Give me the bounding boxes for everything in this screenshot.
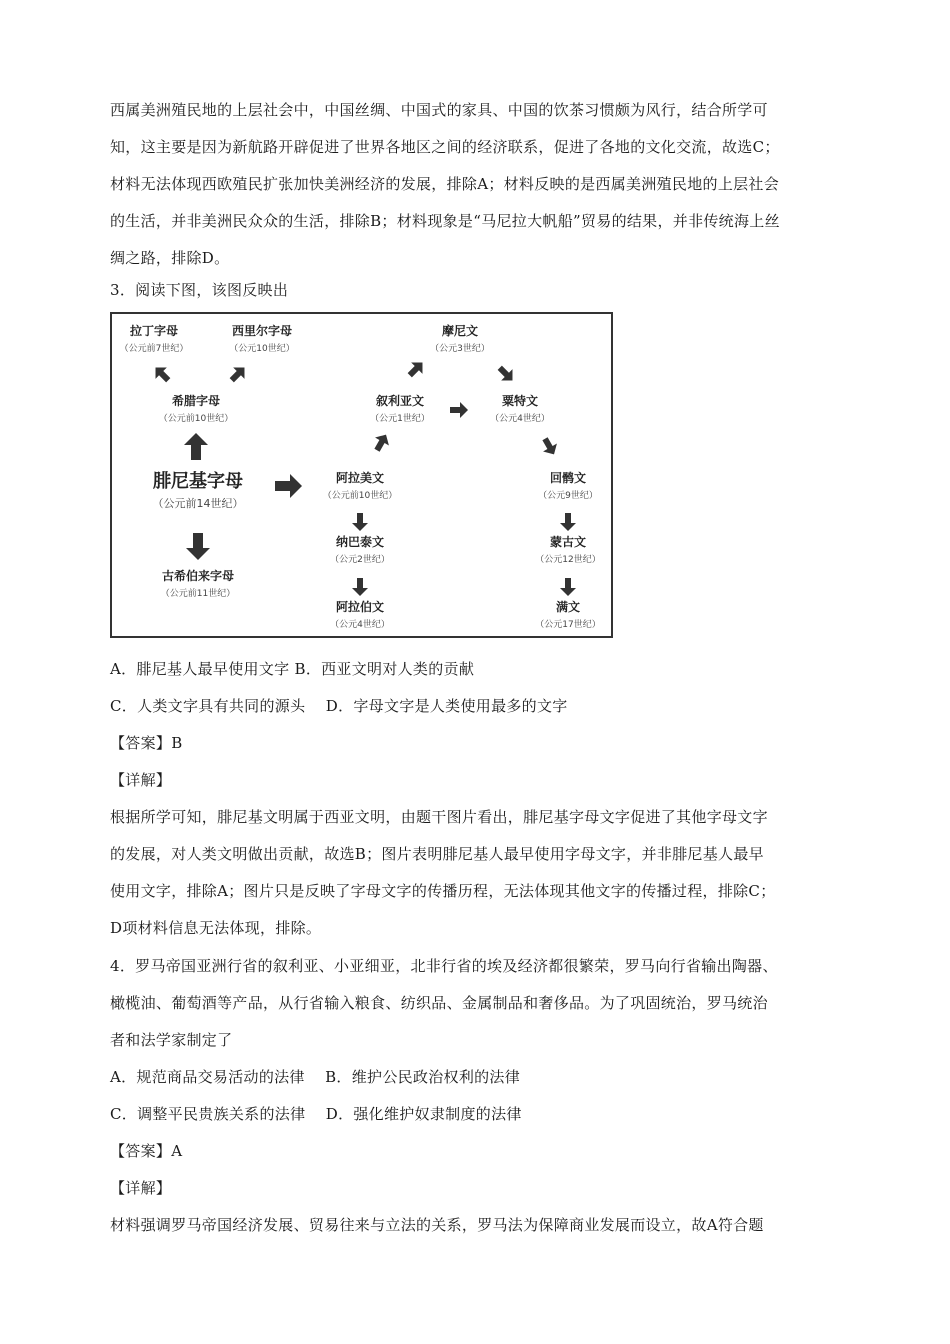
node-manchu (535, 599, 600, 630)
intro-line: 知，这主要是因为新航路开辟促进了世界各地区之间的经济联系，促进了各地的文化交流，故选C； (110, 138, 780, 156)
node-name: 腓尼基字母 (153, 471, 243, 492)
node-name: 摩尼文 (441, 324, 479, 338)
stem-line: 4．罗马帝国亚洲行省的叙利亚、小亚细亚，北非行省的埃及经济都很繁荣，罗马向行省输出陶器、 (110, 957, 778, 975)
intro-line: 的生活，并非美洲民众众的生活，排除B；材料现象是“马尼拉大帆船”贸易的结果，并非传统海上丝 (110, 212, 780, 230)
arrow-phoenician-to-hebrew (186, 533, 210, 560)
option-line: A．腓尼基人最早使用文字 B．西亚文明对人类的贡献 (110, 660, 475, 678)
arrow-sogdian-to-uyghur (538, 435, 561, 459)
node-manichaean (430, 323, 490, 354)
node-name: 希腊字母 (171, 394, 221, 408)
node-era: （公元1世纪） (370, 414, 430, 424)
node-era: （公元10世纪） (229, 344, 295, 354)
node-paleo-hebrew (161, 568, 235, 599)
node-syriac (370, 393, 430, 424)
node-name: 满文 (555, 600, 581, 614)
arrow-nabataean-to-arabic (352, 578, 368, 596)
detail-line: 材料强调罗马帝国经济发展、贸易往来与立法的关系，罗马法为保障商业发展而设立，故A符合题 (110, 1216, 764, 1234)
node-era: （公元前7世纪） (119, 344, 189, 354)
question-4 (110, 948, 840, 1244)
arrow-aramaic-to-nabataean (352, 513, 368, 531)
node-uyghur (538, 470, 598, 501)
node-greek (159, 393, 233, 424)
node-era: （公元前10世纪） (322, 491, 398, 501)
arrow-greek-to-cyrillic (226, 362, 250, 386)
node-era: （公元3世纪） (430, 344, 490, 354)
option-line: C．调整平民贵族关系的法律 D．强化维护奴隶制度的法律 (110, 1105, 522, 1123)
question-3-stem: 3．阅读下图，该图反映出 (110, 281, 289, 299)
arrow-phoenician-to-aramaic (275, 474, 302, 498)
node-name: 阿拉伯文 (335, 600, 385, 614)
node-name: 粟特文 (501, 394, 539, 408)
arrow-aramaic-to-syriac (370, 431, 393, 455)
answer-line: 【答案】B (110, 734, 183, 752)
arrow-mongolian-to-manchu (560, 578, 576, 596)
intro-line: 西属美洲殖民地的上层社会中，中国丝绸、中国式的家具、中国的饮茶习惯颇为风行，结合所学可 (110, 101, 768, 119)
option-line: A．规范商品交易活动的法律 B．维护公民政治权利的法律 (110, 1068, 521, 1086)
question-3-body (110, 651, 840, 947)
arrow-greek-to-latin (150, 362, 174, 386)
node-name: 纳巴泰文 (335, 535, 385, 549)
node-mongolian (535, 534, 600, 565)
node-arabic (330, 599, 390, 630)
node-era: （公元4世纪） (490, 414, 550, 424)
node-era: （公元前11世纪） (160, 589, 236, 599)
node-name: 古希伯来字母 (161, 569, 235, 583)
intro-paragraph (110, 92, 840, 277)
node-era: （公元2世纪） (330, 555, 390, 565)
alphabet-evolution-diagram (110, 312, 613, 638)
node-era: （公元前10世纪） (158, 414, 234, 424)
node-era: （公元前14世纪） (152, 497, 244, 510)
node-name: 西里尔字母 (231, 324, 293, 338)
node-era: （公元17世纪） (535, 620, 601, 630)
detail-line: 根据所学可知，腓尼基文明属于西亚文明，由题干图片看出，腓尼基字母文字促进了其他字母文字 (110, 808, 768, 826)
intro-line: 绸之路，排除D。 (110, 249, 230, 267)
node-name: 阿拉美文 (335, 471, 385, 485)
stem-line: 者和法学家制定了 (110, 1031, 233, 1049)
node-name: 蒙古文 (549, 535, 587, 549)
node-cyrillic (229, 323, 294, 354)
node-era: （公元9世纪） (538, 491, 598, 501)
stem-line: 橄榄油、葡萄酒等产品，从行省输入粮食、纺织品、金属制品和奢侈品。为了巩固统治，罗马统治 (110, 994, 768, 1012)
arrow-syriac-to-manichaean (404, 357, 428, 381)
detail-line: 使用文字，排除A；图片只是反映了字母文字的传播历程，无法体现其他文字的传播过程，排除C； (110, 882, 776, 900)
node-name: 回鹘文 (549, 471, 587, 485)
arrow-phoenician-to-greek (184, 433, 208, 460)
option-line: C．人类文字具有共同的源头 D．字母文字是人类使用最多的文字 (110, 697, 568, 715)
detail-line: D项材料信息无法体现，排除。 (110, 919, 322, 937)
intro-line: 材料无法体现西欧殖民扩张加快美洲经济的发展，排除A；材料反映的是西属美洲殖民地的上层社会 (110, 175, 780, 193)
node-aramaic (323, 470, 397, 501)
detail-line: 的发展，对人类文明做出贡献，故选B；图片表明腓尼基人最早使用字母文字，并非腓尼基人最早 (110, 845, 764, 863)
arrow-uyghur-to-mongolian (560, 513, 576, 531)
node-sogdian (490, 393, 550, 424)
detail-label: 【详解】 (110, 1179, 172, 1197)
node-nabataean (330, 534, 390, 565)
node-latin (120, 323, 189, 354)
arrow-manichaean-to-sogdian (494, 362, 518, 386)
node-name: 叙利亚文 (375, 394, 425, 408)
node-era: （公元12世纪） (535, 555, 601, 565)
arrow-syriac-to-sogdian (450, 402, 468, 418)
node-phoenician (153, 470, 244, 510)
diagram-svg (112, 314, 611, 636)
node-name: 拉丁字母 (129, 324, 179, 338)
detail-label: 【详解】 (110, 771, 172, 789)
node-era: （公元4世纪） (330, 620, 390, 630)
answer-line: 【答案】A (110, 1142, 183, 1160)
